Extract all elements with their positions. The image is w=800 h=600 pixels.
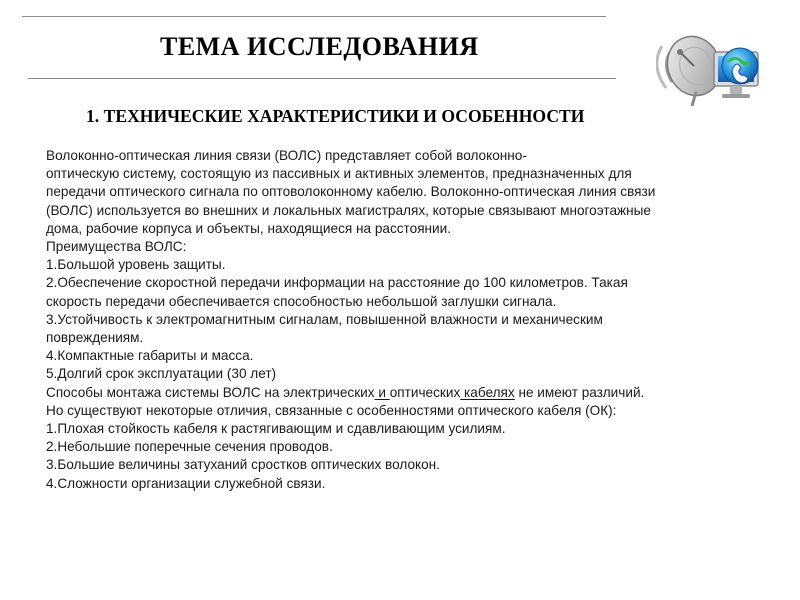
- top-divider: [22, 16, 606, 17]
- underlined-span: и: [374, 384, 390, 400]
- difference-item: 1.Плохая стойкость кабеля к растягивающим и сдавливающим усилиям.: [46, 421, 506, 437]
- satellite-dish-network-icon: [656, 22, 766, 110]
- difference-item: 2.Небольшие поперечные сечения проводов.: [46, 439, 333, 455]
- advantages-heading: Преимущества ВОЛС:: [46, 239, 187, 255]
- text-span: Способы монтажа системы ВОЛС на электрических: [46, 384, 375, 400]
- advantage-item: 3.Устойчивость к электромагнитным сигналам, повышенной влажности и механическим: [46, 311, 603, 327]
- text-span: не имеют различий.: [514, 384, 645, 400]
- text-span: оптических: [389, 384, 461, 400]
- title-divider: [28, 78, 616, 79]
- section-heading: 1. ТЕХНИЧЕСКИЕ ХАРАКТЕРИСТИКИ И ОСОБЕННОСТИ: [86, 106, 585, 126]
- paragraph-line: оптическую систему, состоящую из пассивных и активных элементов, предназначенных для: [46, 166, 632, 182]
- difference-item: 4.Сложности организации служебной связи.: [46, 475, 326, 491]
- advantage-item: 1.Большой уровень защиты.: [46, 257, 226, 273]
- advantage-item-continued: повреждениям.: [46, 330, 144, 346]
- body-text: [46, 147, 746, 493]
- mounting-paragraph-line: [46, 384, 746, 402]
- difference-item: 3.Большие величины затуханий сростков оптических волокон.: [46, 457, 440, 473]
- paragraph-line: (ВОЛС) используется во внешних и локальных магистралях, которые связывают многоэтажные: [46, 202, 651, 218]
- paragraph-line: Волоконно-оптическая линия связи (ВОЛС) представляет собой волоконно-: [46, 148, 527, 163]
- advantage-item-continued: скорость передачи обеспечивается способностью небольшой заглушки сигнала.: [46, 293, 557, 309]
- advantage-item: 4.Компактные габариты и масса.: [46, 348, 254, 364]
- underlined-span: кабелях: [460, 384, 515, 400]
- slide-title: ТЕМА ИССЛЕДОВАНИЯ: [160, 32, 479, 61]
- paragraph-line: дома, рабочие корпуса и объекты, находящиеся на расстоянии.: [46, 220, 452, 236]
- advantage-item: 5.Долгий срок эксплуатации (30 лет): [46, 366, 277, 382]
- mounting-paragraph-line: Но существуют некоторые отличия, связанные с особенностями оптического кабеля (ОК):: [46, 402, 617, 418]
- paragraph-line: передачи оптического сигнала по оптоволоконному кабелю. Волоконно-оптическая линия связи: [46, 184, 656, 200]
- advantage-item: 2.Обеспечение скоростной передачи информации на расстояние до 100 километров. Такая: [46, 275, 628, 291]
